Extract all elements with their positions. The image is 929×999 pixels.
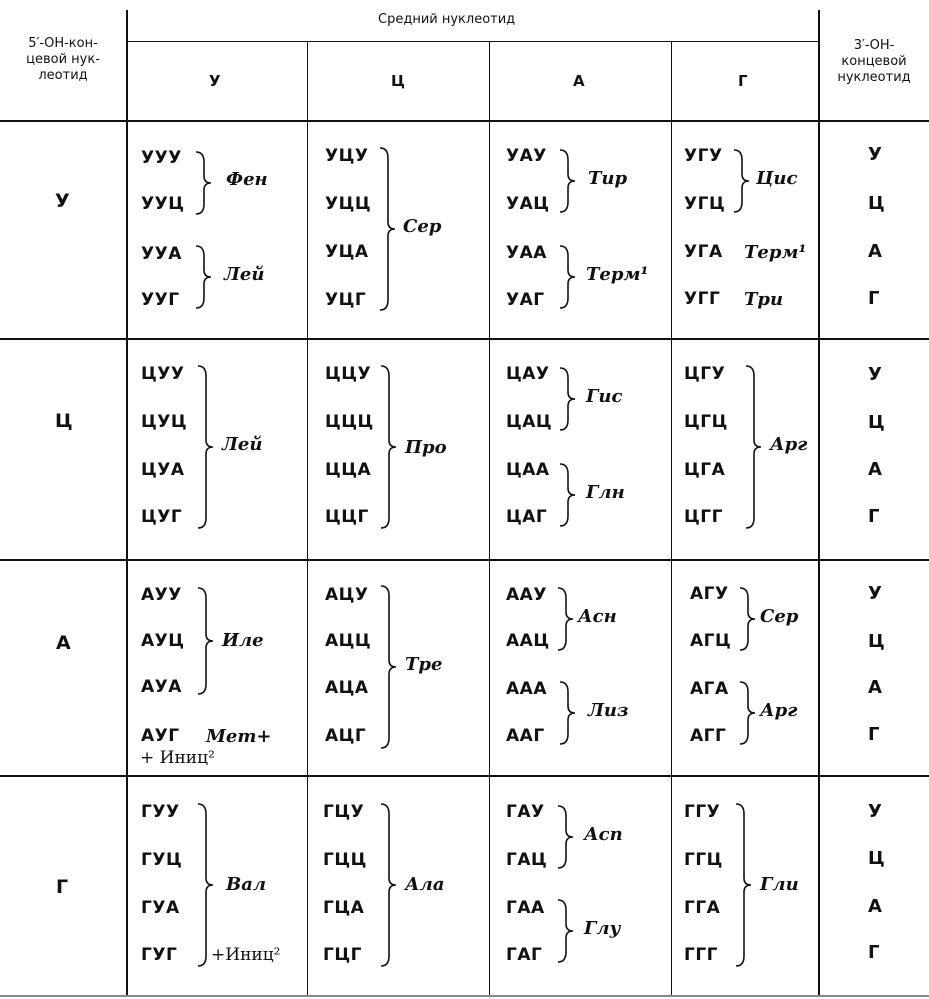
codon: ЦГУ: [684, 364, 726, 384]
row-first-nucleotide: А: [56, 632, 71, 654]
brace-right: [558, 244, 578, 310]
codon: УУЦ: [141, 194, 185, 214]
amino-acid: Гис: [586, 386, 623, 407]
brace-right: [196, 586, 216, 696]
header-right-text: 3′-ОН- концевой нуклеотид: [837, 38, 911, 85]
codon: ГАА: [506, 898, 545, 918]
codon: АГГ: [690, 726, 727, 746]
codon: ГЦУ: [323, 802, 365, 822]
codon: АЦУ: [325, 585, 369, 605]
codon: ЦАУ: [506, 364, 550, 384]
third-nucleotide: Ц: [868, 193, 885, 214]
codon: ГГА: [684, 898, 721, 918]
third-nucleotide: У: [868, 144, 882, 165]
codon: ГГГ: [684, 945, 718, 965]
amino-acid: Иле: [222, 630, 264, 651]
grid-line: [126, 10, 128, 995]
amino-acid: Арг: [760, 700, 798, 721]
codon: ЦУУ: [141, 364, 185, 384]
codon: ЦГА: [684, 460, 726, 480]
codon: ЦУА: [141, 460, 185, 480]
amino-acid: Лей: [222, 434, 263, 455]
codon: УЦУ: [325, 146, 369, 166]
grid-line: [0, 775, 929, 777]
amino-acid: Про: [405, 437, 447, 458]
row-first-nucleotide: У: [55, 190, 70, 212]
grid-line: [489, 42, 490, 995]
amino-acid: Гли: [760, 874, 799, 895]
amino-acid: Цис: [756, 168, 798, 189]
amino-acid: Арг: [770, 434, 808, 455]
row-first-nucleotide: Ц: [55, 410, 73, 432]
codon: УЦА: [325, 242, 369, 262]
codon: ГЦЦ: [323, 850, 367, 870]
brace-right: [744, 364, 764, 530]
codon: ЦУЦ: [141, 412, 188, 432]
brace-right: [738, 680, 758, 746]
codon: ЦЦУ: [325, 364, 372, 384]
codon: ЦУГ: [141, 507, 183, 527]
codon: ЦАГ: [506, 507, 548, 527]
header-middle: Средний нуклеотид: [378, 12, 516, 27]
amino-acid: Лей: [224, 264, 265, 285]
amino-acid: Асн: [578, 606, 617, 627]
codon: ГГЦ: [684, 850, 723, 870]
column-header: Ц: [391, 72, 405, 90]
codon: ГАГ: [506, 945, 543, 965]
brace-right: [196, 802, 216, 968]
codon: АЦГ: [325, 726, 367, 746]
brace-right: [196, 364, 216, 530]
codon: ГАУ: [506, 802, 545, 822]
codon: АЦА: [325, 678, 369, 698]
codon: ГУУ: [141, 802, 180, 822]
codon: ЦЦЦ: [325, 412, 374, 432]
third-nucleotide: Г: [868, 506, 880, 527]
codon: АГУ: [690, 584, 729, 604]
amino-acid: Сер: [403, 216, 442, 237]
amino-acid: Терм¹: [744, 242, 807, 263]
brace-right: [558, 462, 578, 528]
codon: АЦЦ: [325, 631, 372, 651]
codon: АУГ: [141, 726, 180, 746]
codon: ААА: [506, 679, 547, 699]
grid-line: [307, 42, 308, 995]
brace-right: [379, 364, 399, 530]
grid-line: [0, 338, 929, 340]
grid-line: [671, 42, 672, 995]
brace-right: [558, 680, 578, 746]
codon: АУЦ: [141, 631, 185, 651]
codon: ГГУ: [684, 802, 721, 822]
header-left-text: 5′-ОН-кон- цевой нук- леотид: [26, 36, 100, 83]
amino-acid: Глу: [584, 918, 621, 939]
third-nucleotide: Г: [868, 724, 880, 745]
brace-right: [556, 898, 576, 964]
brace-right: [379, 802, 399, 968]
codon: УЦГ: [325, 290, 367, 310]
third-nucleotide: А: [868, 896, 882, 917]
codon: ГЦГ: [323, 945, 362, 965]
codon: АУУ: [141, 585, 182, 605]
codon: ГУГ: [141, 945, 178, 965]
amino-acid: Вал: [226, 874, 267, 895]
codon: УАЦ: [506, 194, 550, 214]
third-nucleotide: У: [868, 364, 882, 385]
codon: ЦЦГ: [325, 507, 369, 527]
brace-right: [556, 586, 576, 652]
codon: УГЦ: [684, 194, 726, 214]
codon: ЦАА: [506, 460, 550, 480]
amino-acid: Терм¹: [586, 264, 649, 285]
brace-right: [734, 802, 754, 968]
codon: УГГ: [684, 289, 721, 309]
codon: УАУ: [506, 146, 547, 166]
row-first-nucleotide: Г: [56, 876, 69, 898]
amino-acid: Ала: [405, 874, 445, 895]
amino-acid: Глн: [586, 482, 625, 503]
brace-right: [378, 146, 398, 312]
amino-acid: Фен: [226, 169, 268, 190]
codon: ГУА: [141, 898, 180, 918]
third-nucleotide: У: [868, 801, 882, 822]
codon: ГАЦ: [506, 850, 548, 870]
brace-right: [732, 148, 752, 214]
initiator-note: + Иниц²: [140, 748, 215, 768]
codon: УУУ: [141, 148, 182, 168]
grid-line: [0, 995, 929, 997]
brace-right: [558, 366, 578, 432]
brace-right: [194, 150, 214, 216]
header-left: [4, 36, 122, 84]
third-nucleotide: Ц: [868, 631, 885, 652]
column-header: У: [209, 72, 221, 90]
codon: УГУ: [684, 146, 723, 166]
brace-right: [194, 244, 214, 310]
brace-right: [738, 586, 758, 652]
codon: АГА: [690, 679, 729, 699]
brace-right: [556, 804, 576, 870]
third-nucleotide: Ц: [868, 848, 885, 869]
codon: ЦАЦ: [506, 412, 553, 432]
codon: УУГ: [141, 290, 180, 310]
amino-acid: Тре: [405, 654, 443, 675]
amino-acid: Тир: [588, 168, 628, 189]
brace-right: [379, 584, 399, 750]
codon: АГЦ: [690, 631, 732, 651]
codon: ЦГГ: [684, 507, 723, 527]
codon: ААУ: [506, 585, 547, 605]
column-header: Г: [738, 72, 748, 90]
codon: УАА: [506, 243, 547, 263]
grid-line: [818, 10, 820, 995]
amino-acid: Три: [744, 289, 784, 310]
column-header: А: [573, 72, 585, 90]
third-nucleotide: Ц: [868, 412, 885, 433]
codon: УАГ: [506, 290, 545, 310]
grid-line: [0, 120, 929, 122]
codon: АУА: [141, 677, 182, 697]
codon: УЦЦ: [325, 194, 372, 214]
third-nucleotide: А: [868, 677, 882, 698]
third-nucleotide: А: [868, 459, 882, 480]
codon: УГА: [684, 242, 723, 262]
amino-acid: Асп: [584, 824, 623, 845]
third-nucleotide: У: [868, 583, 882, 604]
amino-acid: Лиз: [588, 700, 629, 721]
initiator-note: +Иниц²: [211, 945, 281, 965]
third-nucleotide: Г: [868, 288, 880, 309]
codon: ГЦА: [323, 898, 365, 918]
codon: ЦЦА: [325, 460, 372, 480]
brace-right: [558, 148, 578, 214]
amino-acid: Сер: [760, 606, 799, 627]
header-right: [822, 38, 926, 86]
amino-acid: Мет+: [206, 726, 272, 747]
third-nucleotide: Г: [868, 942, 880, 963]
codon: ЦГЦ: [684, 412, 728, 432]
codon: УУА: [141, 244, 182, 264]
codon: ГУЦ: [141, 850, 183, 870]
codon: ААГ: [506, 726, 545, 746]
third-nucleotide: А: [868, 241, 882, 262]
grid-line: [0, 559, 929, 561]
grid-line: [128, 41, 818, 42]
codon: ААЦ: [506, 631, 550, 651]
